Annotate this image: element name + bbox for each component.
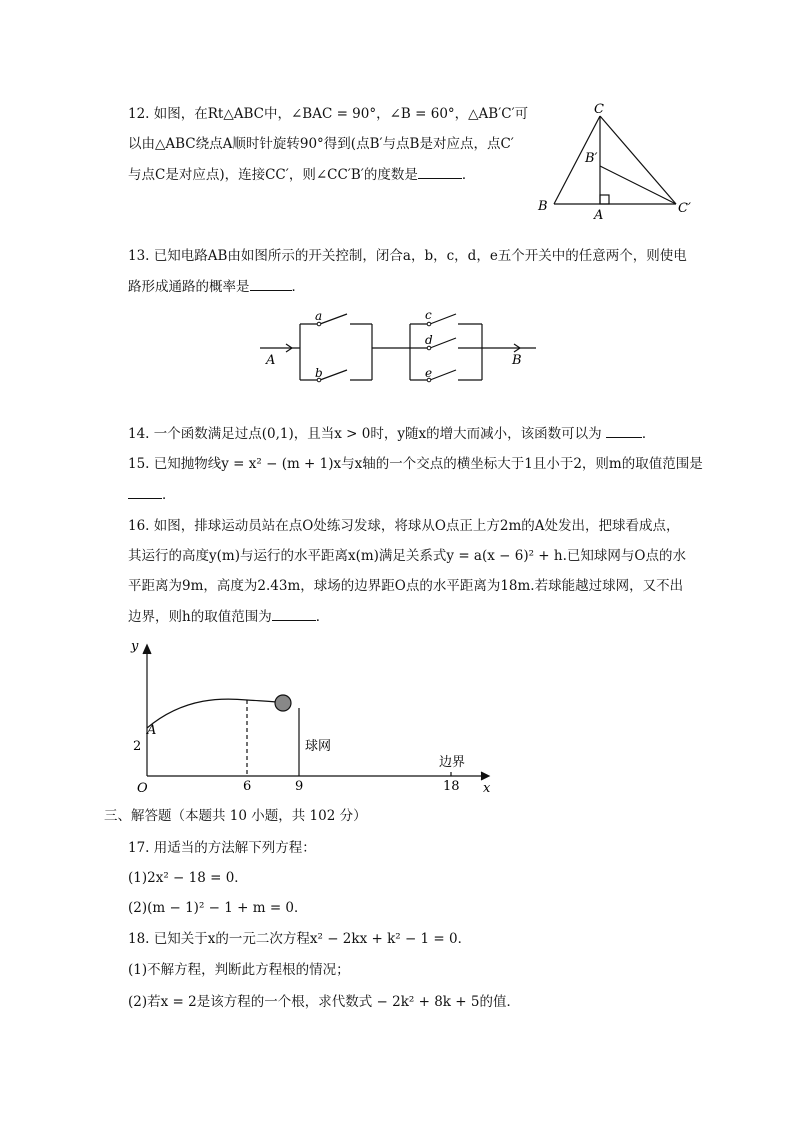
q12-line3-text: 与点C是对应点)，连接CC′，则∠CC′B′的度数是: [128, 167, 418, 183]
q13-line2: [128, 276, 305, 297]
q13-line1: 13. 已知电路AB由如图所示的开关控制，闭合a，b，c，d，e五个开关中的任意两个，则使电: [128, 248, 687, 264]
q18-part1: (1)不解方程，判断此方程根的情况；: [128, 962, 350, 978]
q12-line1: 12. 如图，在Rt△ABC中，∠BAC = 90°，∠B = 60°，△AB′C′可: [128, 106, 529, 122]
q12-line3: [128, 164, 475, 185]
q12-label-C-prime: C′: [678, 201, 691, 216]
q12-triangle-figure: [530, 98, 700, 223]
q12-label-B-prime: B′: [585, 151, 598, 166]
q16-label-O: O: [137, 781, 148, 796]
q16-line2: 其运行的高度y(m)与运行的水平距离x(m)满足关系式y = a(x − 6)² + h.已知球网与O点的水: [128, 548, 686, 564]
q17-stem: 17. 用适当的方法解下列方程：: [128, 840, 316, 856]
q16-answer-blank: [272, 606, 316, 621]
q16-line1: 16. 如图，排球运动员站在点O处练习发球，将球从O点正上方2m的A处发出，把球看成点，: [128, 518, 680, 534]
q16-label-boundary: 边界: [439, 755, 466, 770]
q16-label-y: y: [131, 639, 139, 654]
q13-end: ．: [291, 279, 305, 295]
q16-label-A: A: [147, 723, 157, 738]
q15-end: ．: [162, 487, 176, 503]
q17-part1: (1)2x² − 18 = 0．: [128, 870, 248, 886]
q17-part2: (2)(m − 1)² − 1 + m = 0．: [128, 900, 308, 916]
q16-line4-text: 边界，则h的取值范围为: [128, 609, 272, 625]
q12-answer-blank: [418, 164, 462, 179]
q18-stem: 18. 已知关于x的一元二次方程x² − 2kx + k² − 1 = 0．: [128, 931, 472, 947]
q13-line2-text: 路形成通路的概率是: [128, 279, 250, 295]
q13-circuit-figure: [250, 300, 550, 390]
q16-line3: 平距离为9m，高度为2.43m，球场的边界距O点的水平距离为18m.若球能越过球网，又不出: [128, 578, 684, 594]
q13-label-B: B: [512, 353, 522, 368]
q12-label-B: B: [538, 199, 548, 214]
q12-line2: 以由△ABC绕点A顺时针旋转90°得到(点B′与点B是对应点，点C′: [128, 136, 514, 152]
q12-label-C: C: [594, 102, 604, 117]
q15-line2: [128, 484, 176, 505]
q14-text: 14. 一个函数满足过点(0,1)，且当x > 0时，y随x的增大而减小，该函数可以为: [128, 426, 602, 442]
q18-part2: (2)若x = 2是该方程的一个根，求代数式 − 2k² + 8k + 5的值．: [128, 994, 520, 1010]
q16-label-9: 9: [295, 779, 304, 794]
section-3-title: 三、解答题（本题共 10 小题，共 102 分）: [104, 808, 367, 824]
q13-label-b: b: [315, 366, 323, 380]
q13-label-a: a: [315, 309, 323, 323]
q16-label-x: x: [483, 781, 491, 796]
q14-end: ．: [641, 426, 656, 442]
q13-label-d: d: [425, 333, 433, 347]
q16-label-18: 18: [443, 779, 460, 794]
q16-label-net: 球网: [305, 739, 332, 754]
q15-answer-blank: [128, 484, 162, 499]
q14-line: [128, 423, 655, 444]
q12-end: ．: [461, 167, 476, 183]
q15-line1: 15. 已知抛物线y = x² − (m + 1)x与x轴的一个交点的横坐标大于1且小于2，则m的取值范围是: [128, 456, 703, 472]
q16-trajectory-figure: [125, 636, 505, 796]
q16-label-2: 2: [133, 739, 142, 754]
q13-label-c: c: [425, 308, 432, 322]
q16-end: ．: [315, 609, 330, 625]
q14-answer-blank: [606, 423, 642, 438]
q16-label-6: 6: [243, 779, 252, 794]
q13-answer-blank: [250, 276, 292, 291]
ball-icon: [275, 695, 291, 711]
q12-label-A: A: [594, 208, 604, 223]
q13-label-e: e: [425, 366, 433, 380]
q13-label-A: A: [266, 353, 276, 368]
q16-line4: [128, 606, 329, 627]
